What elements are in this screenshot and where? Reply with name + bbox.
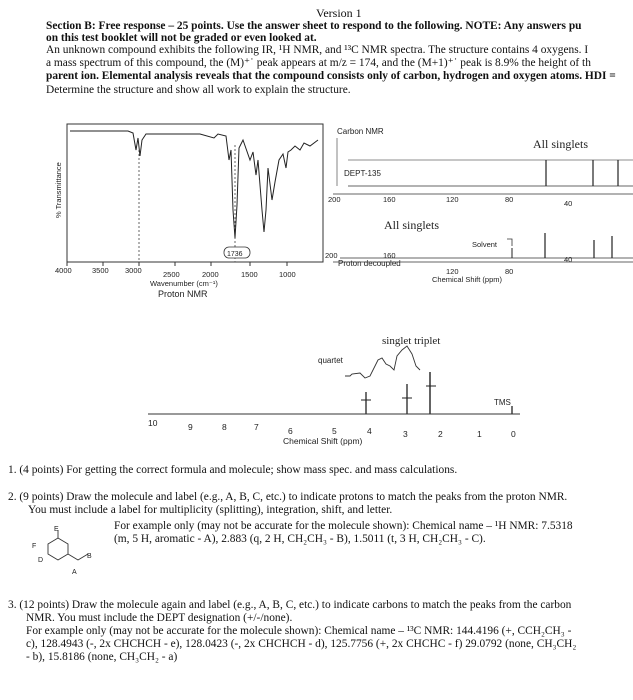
example-label-d: D: [38, 557, 44, 564]
question-3-line-4: c), 128.4943 (-, 2x CHCHCH - e), 128.0423 (-, 2x CHCHCH - d), 125.7756 (+, 2x CHCHC - f) 29.0792 (none, CH₃CH₂: [26, 638, 577, 650]
question-3-line-3: For example only (may not be accurate for the molecule shown): Chemical name – ¹³C NMR: 144.4196 (+, CCH₂CH₃ -: [26, 625, 572, 637]
carbon-title: Carbon NMR: [337, 127, 384, 136]
problem-line-4: Determine the structure and show all work to explain the structure.: [46, 84, 351, 96]
dept-label: DEPT-135: [344, 169, 381, 178]
quartet-label: quartet: [318, 356, 343, 365]
problem-line-3: parent ion. Elemental analysis reveals that the compound consists only of carbon, hydrogen and oxygen atoms. HDI =: [46, 70, 616, 82]
solvent-label: Solvent: [472, 240, 498, 249]
proton-tick-10: 10: [148, 418, 158, 428]
ir-tick-1000: 1000: [279, 270, 296, 279]
example-molecule-drawing: [30, 518, 110, 578]
example-label-a: A: [72, 569, 77, 576]
proton-tick-1: 1: [477, 429, 482, 439]
carbon-lower-tick-200: 200: [325, 251, 338, 260]
problem-line-2: a mass spectrum of this compound, the (M)⁺˙ peak appears at m/z = 174, and the (M+1)⁺˙ peak is 8.9% the height of th: [46, 57, 591, 69]
proton-integration-curve: [345, 346, 420, 378]
carbon-upper-tick-120: 120: [446, 195, 459, 204]
carbon-all-singlets-top: All singlets: [533, 137, 589, 151]
singlet-label: singlet triplet: [382, 335, 441, 347]
question-3-line-5: - b), 15.8186 (none, CH₃CH₂ - a): [26, 651, 178, 663]
example-label-b: B: [87, 553, 92, 560]
carbon-upper-tick-80: 80: [505, 195, 514, 204]
ir-frame: [67, 124, 323, 262]
question-2-example-2: (m, 5 H, aromatic - A), 2.883 (q, 2 H, CH₂CH₃ - B), 1.5011 (t, 3 H, CH₂CH₃ - C).: [114, 533, 486, 545]
version-label: Version 1: [316, 6, 362, 20]
question-3-line-2: NMR. You must include the DEPT designation (+/-/none).: [26, 612, 293, 624]
ir-tick-3000: 3000: [125, 266, 142, 275]
ir-ylabel: % Transmittance: [54, 162, 63, 218]
proton-tick-0: 0: [511, 429, 516, 439]
ir-spectrum-trace: [70, 131, 318, 238]
carbon-lower-tick-160: 160: [383, 251, 396, 260]
ir-peak-label: 1736: [227, 251, 243, 258]
ir-tick-1500: 1500: [241, 270, 258, 279]
question-2-line-1: 2. (9 points) Draw the molecule and label (e.g., A, B, C, etc.) to indicate protons to match the peaks from the proton NMR.: [8, 491, 568, 503]
example-label-e: E: [54, 526, 59, 533]
ir-tick-2000: 2000: [202, 270, 219, 279]
solvent-pointer: [507, 239, 512, 246]
ir-xlabel: Wavenumber (cm⁻¹): [150, 279, 218, 288]
proton-tick-8: 8: [222, 422, 227, 432]
tms-label: TMS: [494, 398, 511, 407]
proton-tick-2: 2: [438, 429, 443, 439]
question-3-line-1: 3. (12 points) Draw the molecule again and label (e.g., A, B, C, etc.) to indicate carbons to match the peaks from the carbon: [8, 599, 572, 611]
problem-line-1: An unknown compound exhibits the following IR, ¹H NMR, and ¹³C NMR spectra. The structure contains 4 oxygens. I: [46, 44, 589, 56]
proton-tick-9: 9: [188, 422, 193, 432]
carbon-all-singlets-mid: All singlets: [384, 218, 440, 232]
section-title: Section B: Free response – 25 points.: [46, 20, 224, 32]
question-1: 1. (4 points) For getting the correct formula and molecule; show mass spec. and mass calculations.: [8, 464, 458, 476]
carbon-xlabel: Chemical Shift (ppm): [432, 275, 503, 284]
ir-tick-2500: 2500: [163, 270, 180, 279]
section-note: on this test booklet will not be graded or even looked at.: [46, 32, 317, 44]
carbon-upper-tick-40: 40: [564, 199, 573, 208]
carbon-upper-tick-200: 200: [328, 195, 341, 204]
proton-tick-4: 4: [367, 426, 372, 436]
proton-decoupled-label: Proton decoupled: [338, 259, 401, 268]
section-instructions: Use the answer sheet to respond to the following. NOTE: Any answers pu: [226, 20, 582, 32]
ir-tick-3500: 3500: [92, 266, 109, 275]
proton-tick-5: 5: [332, 426, 337, 436]
carbon-upper-tick-160: 160: [383, 195, 396, 204]
proton-xlabel: Chemical Shift (ppm): [283, 436, 363, 446]
example-label-f: F: [32, 543, 37, 550]
proton-title: Proton NMR: [158, 289, 208, 299]
carbon-lower-tick-80: 80: [505, 267, 514, 276]
question-2-example-1: For example only (may not be accurate for the molecule shown): Chemical name – ¹H NMR: 7.5318: [114, 520, 573, 532]
proton-tick-3: 3: [403, 429, 408, 439]
carbon-lower-tick-120: 120: [446, 267, 459, 276]
ir-tick-4000: 4000: [55, 266, 72, 275]
proton-tick-7: 7: [254, 422, 259, 432]
question-2-line-2: You must include a label for multiplicity (splitting), integration, shift, and letter.: [28, 504, 393, 516]
carbon-lower-tick-40: 40: [564, 255, 573, 264]
proton-tick-6: 6: [288, 426, 293, 436]
